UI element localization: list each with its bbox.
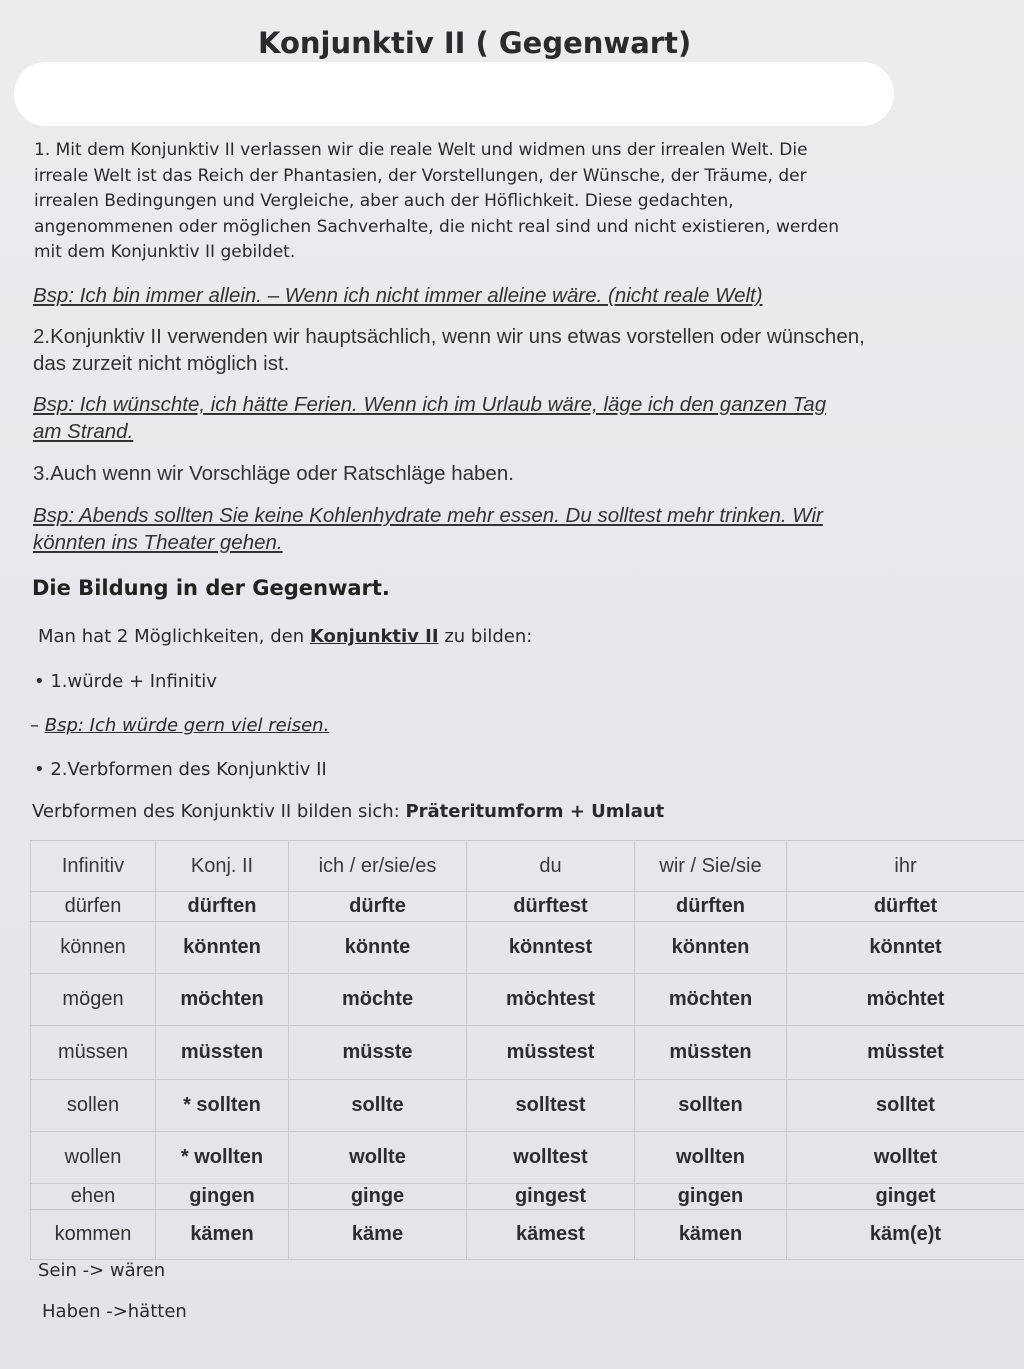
section-heading: Die Bildung in der Gegenwart. xyxy=(32,576,390,600)
table-row xyxy=(31,1080,1024,1132)
table-row xyxy=(31,1026,1024,1080)
header-du: du xyxy=(467,841,635,892)
cell-wir: dürften xyxy=(635,892,787,922)
example-2: Bsp: Ich wünschte, ich hätte Ferien. Wenn ich im Urlaub wäre, läge ich den ganzen Tag am Strand. xyxy=(33,393,827,443)
rule-bold: Präteritumform + Umlaut xyxy=(405,801,665,822)
redaction-mark xyxy=(14,62,894,126)
cell-wir: gingen xyxy=(635,1184,787,1210)
header-konj2: Konj. II xyxy=(156,841,289,892)
bullet-1: • 1.würde + Infinitiv xyxy=(34,671,217,692)
header-wir: wir / Sie/sie xyxy=(635,841,787,892)
cell-ihr: dürftet xyxy=(787,892,1024,922)
cell-infinitive: kommen xyxy=(31,1210,156,1260)
cell-infinitive: dürfen xyxy=(31,892,156,922)
cell-ihr: wolltet xyxy=(787,1132,1024,1184)
cell-ihr: solltet xyxy=(787,1080,1024,1132)
cell-infinitive: mögen xyxy=(31,974,156,1026)
cell-konj2: * wollten xyxy=(156,1132,289,1184)
cell-ihr: käm(e)t xyxy=(787,1210,1024,1260)
cell-wir: könnten xyxy=(635,922,787,974)
example-4-line xyxy=(30,715,329,736)
point-2-paragraph: 2.Konjunktiv II verwenden wir hauptsächlich, wenn wir uns etwas vorstellen oder wünschen, das zurzeit nicht möglich ist. xyxy=(33,325,865,375)
header-ich: ich / er/sie/es xyxy=(289,841,467,892)
page-title: Konjunktiv II ( Gegenwart) xyxy=(258,26,692,60)
cell-konj2: dürften xyxy=(156,892,289,922)
cell-infinitive: wollen xyxy=(31,1132,156,1184)
table-row xyxy=(31,1132,1024,1184)
cell-konj2: * sollten xyxy=(156,1080,289,1132)
cell-ihr: ginget xyxy=(787,1184,1024,1210)
cell-ihr: könntet xyxy=(787,922,1024,974)
cell-wir: kämen xyxy=(635,1210,787,1260)
cell-ich: ginge xyxy=(289,1184,467,1210)
cell-du: könntest xyxy=(467,922,635,974)
example-4: Bsp: Ich würde gern viel reisen. xyxy=(44,715,330,736)
cell-konj2: gingen xyxy=(156,1184,289,1210)
cell-ihr: müsstet xyxy=(787,1026,1024,1080)
cell-infinitive: können xyxy=(31,922,156,974)
point-3-paragraph: 3.Auch wenn wir Vorschläge oder Ratschläge haben. xyxy=(33,462,514,485)
note-sein: Sein -> wären xyxy=(38,1260,166,1281)
cell-ich: käme xyxy=(289,1210,467,1260)
table-row xyxy=(31,892,1024,922)
cell-du: möchtest xyxy=(467,974,635,1026)
cell-du: kämest xyxy=(467,1210,635,1260)
cell-konj2: könnten xyxy=(156,922,289,974)
cell-du: solltest xyxy=(467,1080,635,1132)
cell-ihr: möchtet xyxy=(787,974,1024,1026)
cell-wir: müssten xyxy=(635,1026,787,1080)
cell-konj2: müssten xyxy=(156,1026,289,1080)
cell-ich: möchte xyxy=(289,974,467,1026)
intro-paragraph: 1. Mit dem Konjunktiv II verlassen wir die reale Welt und widmen uns der irrealen Welt. Die irreale Welt ist das Reich der Phantasien, der Vorstellungen, der Wünsche, der Träume, der irrealen Bedingungen und Vergleiche, aber auch der Höflichkeit. Diese gedachten, angenommenen oder möglichen Sachverhalte, die nicht real sind und nicht existieren, werden mit dem Konjunktiv II gebildet. xyxy=(34,140,840,262)
bullet-2: • 2.Verbformen des Konjunktiv II xyxy=(34,759,327,780)
cell-wir: sollten xyxy=(635,1080,787,1132)
cell-du: wolltest xyxy=(467,1132,635,1184)
cell-du: gingest xyxy=(467,1184,635,1210)
verb-table xyxy=(30,840,1024,1260)
cell-wir: wollten xyxy=(635,1132,787,1184)
rule-text: Verbformen des Konjunktiv II bilden sich: xyxy=(32,801,406,822)
table-header-row xyxy=(31,841,1024,892)
table-row xyxy=(31,922,1024,974)
cell-ich: sollte xyxy=(289,1080,467,1132)
header-ihr: ihr xyxy=(787,841,1024,892)
example-3: Bsp: Abends sollten Sie keine Kohlenhydrate mehr essen. Du solltest mehr trinken. Wir könnten ins Theater gehen. xyxy=(33,504,823,554)
formation-rule xyxy=(32,801,664,822)
cell-ich: wollte xyxy=(289,1132,467,1184)
options-term: Konjunktiv II xyxy=(309,626,439,647)
cell-konj2: möchten xyxy=(156,974,289,1026)
cell-infinitive: ehen xyxy=(31,1184,156,1210)
options-text-before: Man hat 2 Möglichkeiten, den xyxy=(38,626,310,647)
header-infinitiv: Infinitiv xyxy=(31,841,156,892)
cell-du: müsstest xyxy=(467,1026,635,1080)
cell-konj2: kämen xyxy=(156,1210,289,1260)
cell-ich: könnte xyxy=(289,922,467,974)
table-row xyxy=(31,1184,1024,1210)
options-intro xyxy=(38,626,532,647)
options-text-after: zu bilden: xyxy=(438,626,533,647)
cell-du: dürftest xyxy=(467,892,635,922)
example-1: Bsp: Ich bin immer allein. – Wenn ich nicht immer alleine wäre. (nicht reale Welt) xyxy=(33,284,763,307)
cell-ich: müsste xyxy=(289,1026,467,1080)
cell-infinitive: müssen xyxy=(31,1026,156,1080)
example-4-dash: – xyxy=(30,715,45,736)
table-row xyxy=(31,974,1024,1026)
cell-wir: möchten xyxy=(635,974,787,1026)
note-haben: Haben ->hätten xyxy=(42,1301,187,1322)
cell-infinitive: sollen xyxy=(31,1080,156,1132)
table-row xyxy=(31,1210,1024,1260)
cell-ich: dürfte xyxy=(289,892,467,922)
